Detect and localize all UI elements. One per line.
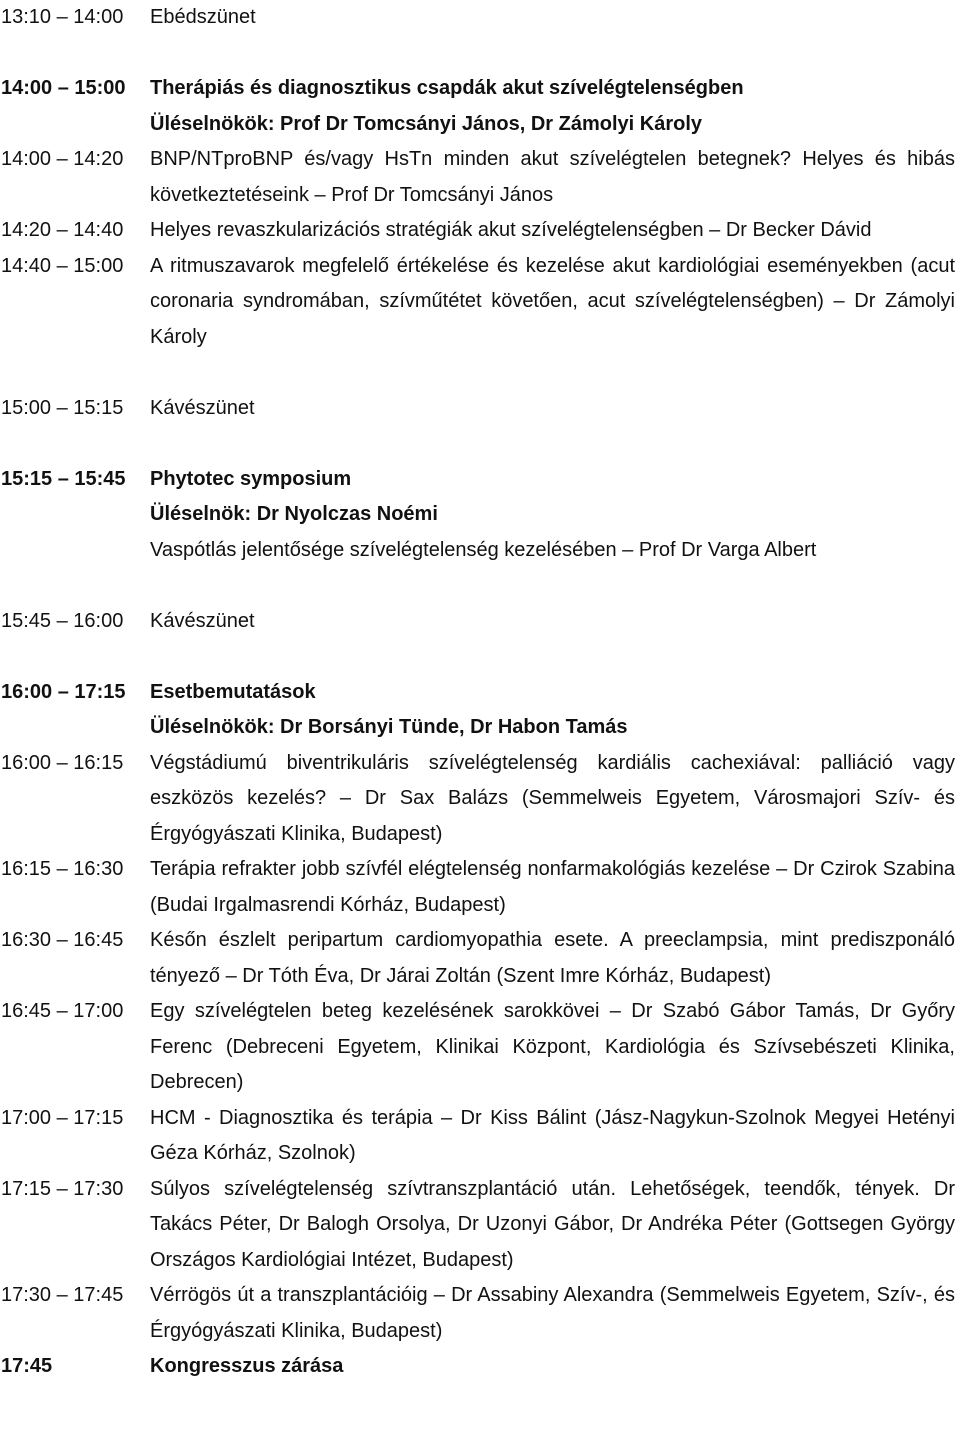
schedule-row bbox=[0, 852, 960, 923]
schedule-time: 17:15 – 17:30 bbox=[1, 1177, 124, 1200]
spacer bbox=[0, 36, 960, 72]
schedule-text: Vérrögös út a transzplantációig – Dr Assabiny Alexandra (Semmelweis Egyetem, Szív-, és Érgyógyászati Klinika, Budapest) bbox=[150, 1284, 955, 1342]
schedule-row bbox=[0, 710, 960, 746]
schedule-row bbox=[0, 1349, 960, 1385]
schedule-text: Üléselnökök: Dr Borsányi Tünde, Dr Habon Tamás bbox=[150, 716, 628, 738]
schedule-row bbox=[0, 462, 960, 498]
schedule-row bbox=[0, 746, 960, 853]
schedule-text: Terápia refrakter jobb szívfél elégtelenség nonfarmakológiás kezelése – Dr Czirok Szabina (Budai Irgalmasrendi Kórház, Budapest) bbox=[150, 858, 955, 916]
schedule-text: Ebédszünet bbox=[150, 6, 256, 28]
schedule-text: Vaspótlás jelentősége szívelégtelenség kezelésében – Prof Dr Varga Albert bbox=[150, 538, 817, 561]
schedule-text: Kávészünet bbox=[150, 396, 255, 419]
schedule-row bbox=[0, 675, 960, 711]
schedule-row bbox=[0, 213, 960, 249]
schedule-text: Phytotec symposium bbox=[150, 467, 352, 490]
schedule-text: A ritmuszavarok megfelelő értékelése és kezelése akut kardiológiai eseményekben (acut coronaria syndromában, szívműtétet követően, acut szívelégtelenségben) – Dr Zámolyi Károly bbox=[150, 254, 955, 348]
schedule-row bbox=[0, 249, 960, 356]
schedule-row bbox=[0, 391, 960, 427]
spacer bbox=[0, 568, 960, 604]
schedule-text: Egy szívelégtelen beteg kezelésének sarokkövei – Dr Szabó Gábor Tamás, Dr Győry Ferenc (Debreceni Egyetem, Klinikai Központ, Kardiológia és Szívsebészeti Klinika, Debrecen) bbox=[150, 1000, 955, 1093]
schedule-time: 14:00 – 14:20 bbox=[1, 148, 124, 170]
schedule-time: 16:30 – 16:45 bbox=[1, 929, 124, 951]
schedule-time: 17:00 – 17:15 bbox=[1, 1106, 124, 1129]
schedule-time: 17:30 – 17:45 bbox=[1, 1284, 124, 1306]
schedule-time: 15:45 – 16:00 bbox=[1, 609, 124, 632]
schedule-time: 16:45 – 17:00 bbox=[1, 1000, 124, 1022]
spacer bbox=[0, 639, 960, 675]
schedule-text: Üléselnök: Dr Nyolczas Noémi bbox=[150, 503, 438, 525]
schedule-text: Végstádiumú biventrikuláris szívelégtelenség kardiális cachexiával: palliáció vagy eszközös kezelés? – Dr Sax Balázs (Semmelweis Egyetem, Városmajori Szív- és Érgyógyászati Klinika, Budapest) bbox=[150, 751, 955, 845]
schedule-text: Kávészünet bbox=[150, 609, 255, 632]
schedule-row bbox=[0, 497, 960, 533]
schedule-row bbox=[0, 923, 960, 994]
schedule-time: 14:00 – 15:00 bbox=[1, 77, 126, 99]
schedule-time: 16:15 – 16:30 bbox=[1, 858, 124, 880]
schedule-text: Későn észlelt peripartum cardiomyopathia esete. A preeclampsia, mint prediszponáló tényező – Dr Tóth Éva, Dr Járai Zoltán (Szent Imre Kórház, Budapest) bbox=[150, 929, 955, 987]
schedule-text: Helyes revaszkularizációs stratégiák akut szívelégtelenségben – Dr Becker Dávid bbox=[150, 219, 872, 241]
spacer bbox=[0, 355, 960, 391]
schedule-time: 13:10 – 14:00 bbox=[1, 6, 124, 28]
schedule-time: 17:45 bbox=[1, 1355, 53, 1377]
schedule-time: 15:15 – 15:45 bbox=[1, 467, 126, 490]
schedule-text: Súlyos szívelégtelenség szívtranszplantáció után. Lehetőségek, teendők, tények. Dr Takács Péter, Dr Balogh Orsolya, Dr Uzonyi Gábor, Dr Andréka Péter (Gottsegen György Országos Kardiológiai Intézet, Budapest) bbox=[150, 1177, 955, 1271]
schedule-row bbox=[0, 533, 960, 569]
schedule-text: Kongresszus zárása bbox=[150, 1355, 344, 1377]
schedule-row bbox=[0, 0, 960, 36]
schedule-time: 16:00 – 17:15 bbox=[1, 680, 126, 703]
schedule-row bbox=[0, 142, 960, 213]
schedule-row bbox=[0, 604, 960, 640]
spacer bbox=[0, 426, 960, 462]
schedule-text: Esetbemutatások bbox=[150, 680, 316, 703]
schedule-row bbox=[0, 994, 960, 1101]
schedule-row bbox=[0, 1101, 960, 1172]
schedule-text: HCM - Diagnosztika és terápia – Dr Kiss Bálint (Jász-Nagykun-Szolnok Megyei Hetényi Géza Kórház, Szolnok) bbox=[150, 1106, 955, 1164]
schedule-row bbox=[0, 1172, 960, 1279]
schedule-row bbox=[0, 1278, 960, 1349]
schedule-time: 16:00 – 16:15 bbox=[1, 751, 124, 774]
schedule-time: 14:20 – 14:40 bbox=[1, 219, 124, 241]
schedule-time: 14:40 – 15:00 bbox=[1, 254, 124, 277]
schedule-row bbox=[0, 107, 960, 143]
schedule-row bbox=[0, 71, 960, 107]
schedule-time: 15:00 – 15:15 bbox=[1, 396, 124, 419]
schedule-text: Therápiás és diagnosztikus csapdák akut szívelégtelenségben bbox=[150, 77, 744, 99]
schedule-text: Üléselnökök: Prof Dr Tomcsányi János, Dr Zámolyi Károly bbox=[150, 112, 703, 135]
schedule-text: BNP/NTproBNP és/vagy HsTn minden akut szívelégtelen betegnek? Helyes és hibás következtetéseink – Prof Dr Tomcsányi János bbox=[150, 148, 955, 206]
